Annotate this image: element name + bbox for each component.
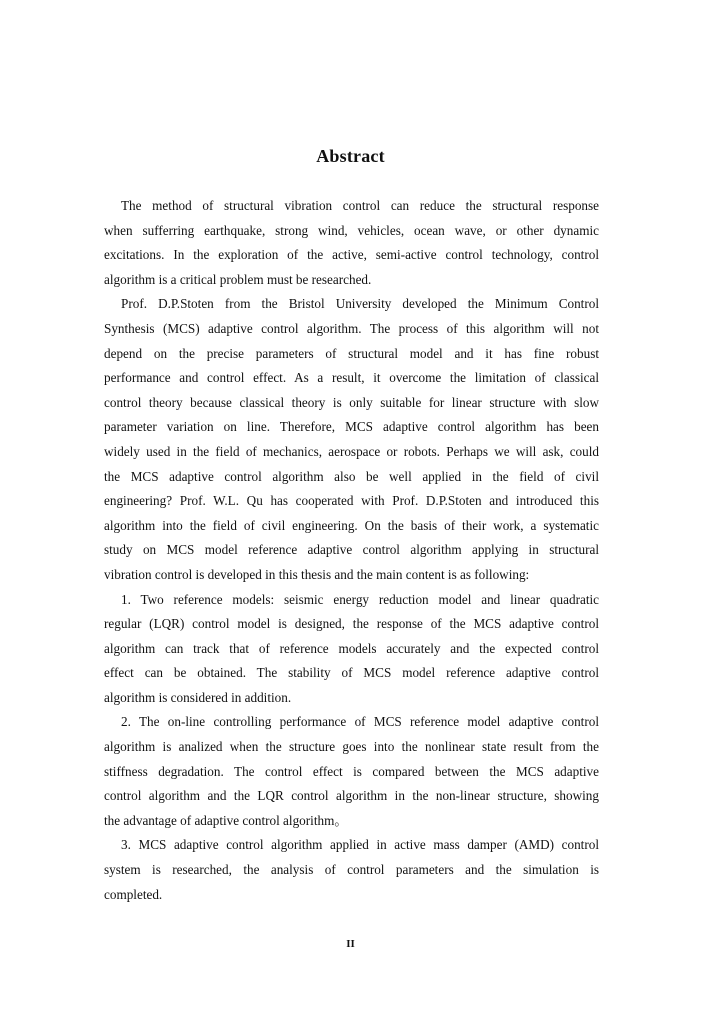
text-line: stiffness degradation. The control effect is compared between the MCS adaptive bbox=[104, 763, 599, 779]
text-line: study on MCS model reference adaptive control algorithm applying in structural bbox=[104, 542, 599, 558]
text-line: control theory because classical theory is only suitable for linear structure with slow bbox=[104, 394, 599, 410]
text-line: 1. Two reference models: seismic energy reduction model and linear quadratic bbox=[121, 591, 599, 607]
text-line: when sufferring earthquake, strong wind, vehicles, ocean wave, or other dynamic bbox=[104, 222, 599, 238]
text-line: algorithm is a critical problem must be researched. bbox=[104, 271, 372, 287]
text-line: 3. MCS adaptive control algorithm applied in active mass damper (AMD) control bbox=[121, 837, 599, 853]
text-line: effect can be obtained. The stability of MCS model reference adaptive control bbox=[104, 665, 599, 681]
text-line: system is researched, the analysis of control parameters and the simulation is bbox=[104, 862, 599, 878]
text-line: algorithm is analized when the structure goes into the nonlinear state result from the bbox=[104, 739, 599, 755]
text-line: algorithm into the field of civil engineering. On the basis of their work, a systematic bbox=[104, 517, 599, 533]
text-line: control algorithm and the LQR control algorithm in the non-linear structure, showing bbox=[104, 788, 599, 804]
text-line: Synthesis (MCS) adaptive control algorithm. The process of this algorithm will not bbox=[104, 320, 599, 336]
text-line: parameter variation on line. Therefore, MCS adaptive control algorithm has been bbox=[104, 419, 599, 435]
text-line: 2. The on-line controlling performance of MCS reference model adaptive control bbox=[121, 714, 599, 730]
text-line: Prof. D.P.Stoten from the Bristol University developed the Minimum Control bbox=[121, 296, 599, 312]
text-line: depend on the precise parameters of structural model and it has fine robust bbox=[104, 345, 599, 361]
text-line: widely used in the field of mechanics, aerospace or robots. Perhaps we will ask, could bbox=[104, 443, 599, 459]
abstract-title: Abstract bbox=[316, 146, 385, 166]
text-line: engineering? Prof. W.L. Qu has cooperated with Prof. D.P.Stoten and introduced this bbox=[104, 493, 599, 509]
text-line: completed. bbox=[104, 886, 163, 902]
page-number: II bbox=[346, 938, 355, 950]
text-line: algorithm is considered in addition. bbox=[104, 689, 292, 705]
text-line: vibration control is developed in this thesis and the main content is as following: bbox=[104, 566, 530, 582]
abstract-body bbox=[104, 194, 599, 907]
text-line: algorithm can track that of reference models accurately and the expected control bbox=[104, 640, 599, 656]
text-line: the MCS adaptive control algorithm also be well applied in the field of civil bbox=[104, 468, 599, 484]
text-line: the advantage of adaptive control algorithm。 bbox=[104, 812, 348, 828]
text-line: performance and control effect. As a result, it overcome the limitation of classical bbox=[104, 370, 599, 386]
text-line: The method of structural vibration control can reduce the structural response bbox=[121, 198, 599, 213]
text-line: regular (LQR) control model is designed, the response of the MCS adaptive control bbox=[104, 616, 599, 632]
text-line: excitations. In the exploration of the active, semi-active control technology, control bbox=[104, 247, 599, 263]
